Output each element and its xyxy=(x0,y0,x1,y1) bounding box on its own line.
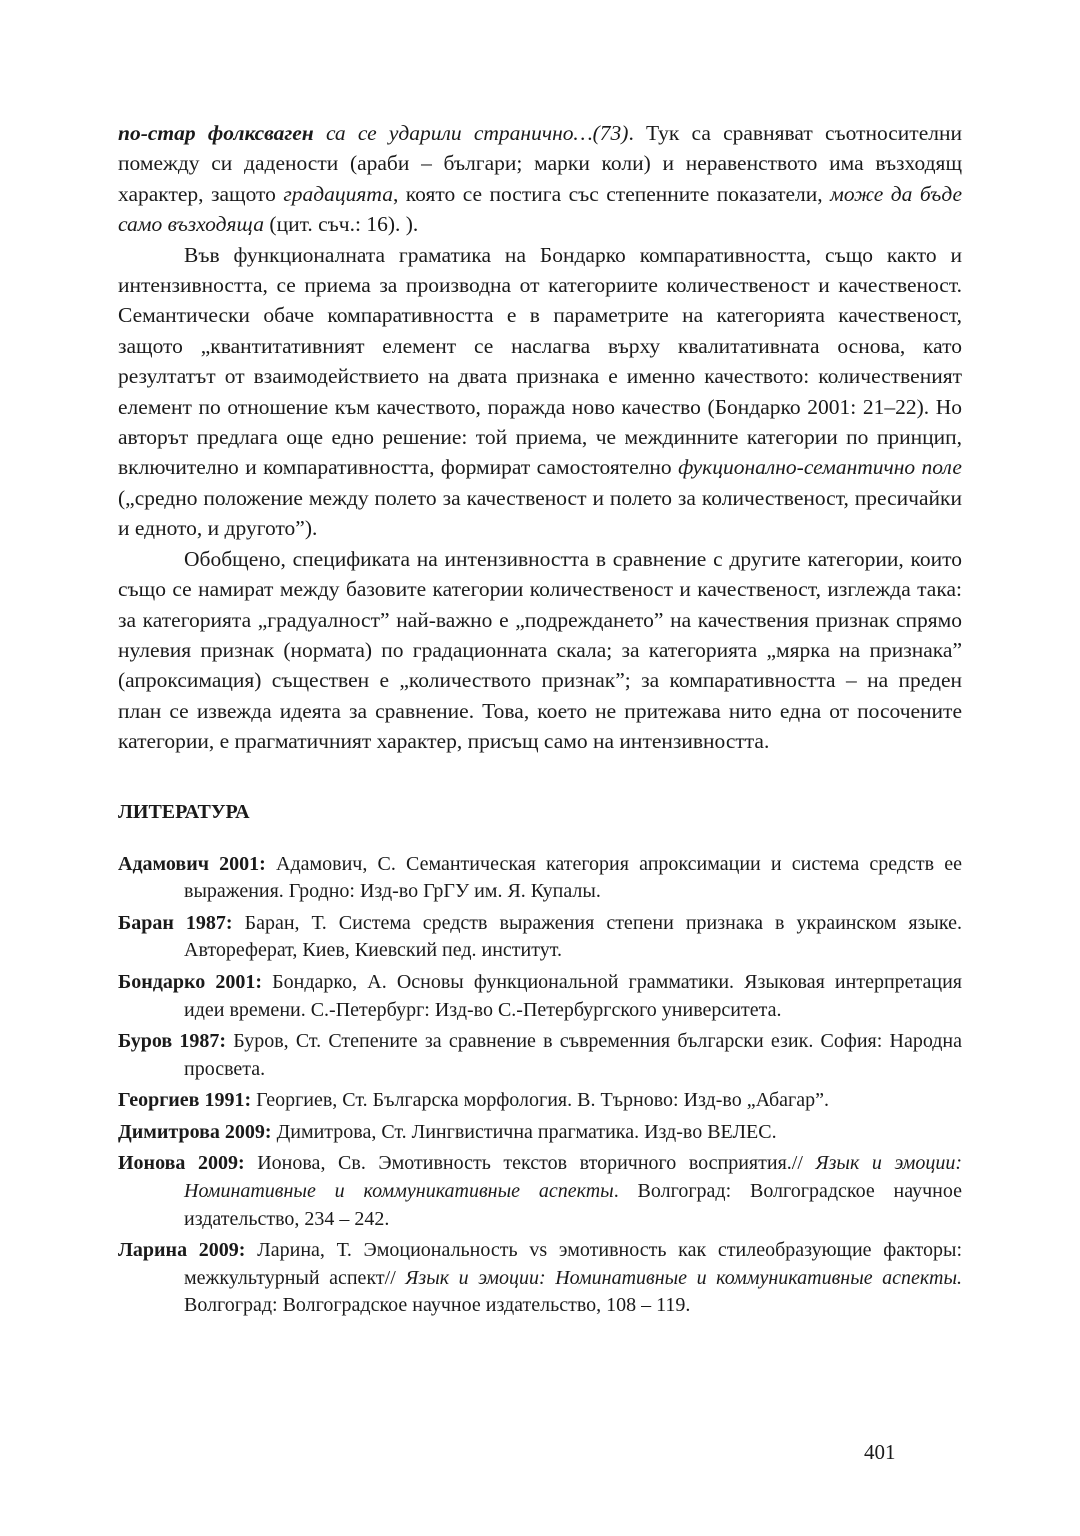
reference-text: . Волгоград: Волгоградское научное издательство, 234 – 242. xyxy=(184,1180,962,1230)
reference-text: Бондарко, А. Основы функциональной грамматики. Языковая интерпретация идеи времени. С.-Петербург: Изд-во С.-Петербургского университета. xyxy=(184,970,962,1021)
reference-key: Ионова 2009: xyxy=(118,1152,245,1175)
reference-text: Буров, Ст. Степените за сравнение в съвременния български език. София: Народна просвета. xyxy=(184,1030,962,1080)
bold-italic-phrase: по-стар фолксваген xyxy=(118,121,314,145)
italic-phrase: са се ударили странично…(73) xyxy=(313,121,629,145)
reference-text: Ионова, Св. Эмотивность текстов вторичного восприятия.// xyxy=(244,1152,816,1175)
reference-list xyxy=(118,851,962,1321)
italic-phrase: градацията xyxy=(283,181,393,206)
reference-key: Буров 1987: xyxy=(118,1030,227,1053)
reference-text: Георгиев, Ст. Българска морфология. В. Търново: Изд-во „Абагар”. xyxy=(251,1089,830,1112)
paragraph-text: , която се постига със степенните показатели, xyxy=(392,181,831,206)
reference-item xyxy=(118,1119,962,1147)
paragraph-text: (цит. съч.: 16). ). xyxy=(264,212,419,237)
reference-text: Ларина, Т. Эмоциональность vs эмотивность как стилеобразующие факторы: межкультурный аспект// xyxy=(184,1239,963,1289)
page-number: 401 xyxy=(864,1440,896,1464)
reference-key: Димитрова 2009: xyxy=(118,1120,272,1143)
paragraph-text: . Тук са сравняват съотносителни помежду си дадености (араби – българи; марки коли) и неравенството има възходящ характер, защото xyxy=(118,121,962,206)
reference-item xyxy=(118,851,962,906)
paragraph-1 xyxy=(118,118,962,240)
reference-item xyxy=(118,910,962,965)
reference-text: Баран, Т. Система средств выражения степени признака в украинском языке. Автореферат, Киев, Киевский пед. институт. xyxy=(184,911,963,962)
reference-item xyxy=(118,1150,962,1233)
reference-key: Адамович 2001: xyxy=(118,852,266,875)
reference-italic-title: Язык и эмоции: Номинативные и коммуникативные аспекты. xyxy=(405,1266,962,1289)
paragraph-2 xyxy=(118,240,962,544)
reference-item xyxy=(118,1087,962,1115)
italic-phrase: фукционално-семантично поле xyxy=(678,455,962,480)
reference-key: Баран 1987: xyxy=(118,911,233,934)
reference-key: Ларина 2009: xyxy=(118,1239,246,1262)
reference-key: Георгиев 1991: xyxy=(118,1089,252,1112)
literature-heading: ЛИТЕРАТУРА xyxy=(118,800,250,823)
reference-text: Димитрова, Ст. Лингвистична прагматика. Изд-во ВЕЛЕС. xyxy=(271,1120,777,1143)
paragraph-3 xyxy=(118,544,962,757)
italic-phrase: може да бъде само възходяща xyxy=(118,181,962,237)
reference-text: Волгоград: Волгоградское научное издательство, 108 – 119. xyxy=(184,1294,691,1317)
reference-item xyxy=(118,1028,962,1083)
reference-italic-title: Язык и эмоции: Номинативные и коммуникативные аспекты xyxy=(184,1152,962,1203)
reference-item xyxy=(118,969,962,1024)
reference-text: Адамович, С. Семантическая категория апроксимации и система средств ее выражения. Гродно: Изд-во ГрГУ им. Я. Купалы. xyxy=(184,852,962,903)
paragraph-text: („средно положение между полето за качественост и полето за количественост, пресичайки и едното, и другото”). xyxy=(118,485,962,541)
reference-item xyxy=(118,1237,962,1320)
page-body xyxy=(118,118,962,1324)
paragraph-text: Във функционалната граматика на Бондарко компаративността, също както и интензивността, се приема за производна от категориите количественост и качественост. Семантически обаче компаративността е в параметрите на категорията качественост, защото „квантитативният елемент се наслагва върху квалитативната основа, като резултатът от взаимодействието на двата признака е именно качеството: количественият елемент по отношение към качеството, поражда ново качество (Бондарко 2001: 21–22). Но авторът предлага още едно решение: той приема, че междинните категории по принцип, включително и компаративността, формират самостоятелно xyxy=(118,242,962,480)
reference-key: Бондарко 2001: xyxy=(118,970,263,993)
paragraph-text: Обобщено, спецификата на интензивността в сравнение с другите категории, които също се намират между базовите категории количественост и качественост, изглежда така: за категорията „градуалност” най-важно е „подреждането” на качествения признак спрямо нулевия признак (нормата) по градационната скала; за категорията „мярка на признака” (апроксимация) съществен е „количеството признак”; за компаративността – на преден план се извежда идеята за сравнение. Това, което не притежава нито една от посочените категории, е прагматичният характер, присъщ само на интензивността. xyxy=(118,546,962,754)
